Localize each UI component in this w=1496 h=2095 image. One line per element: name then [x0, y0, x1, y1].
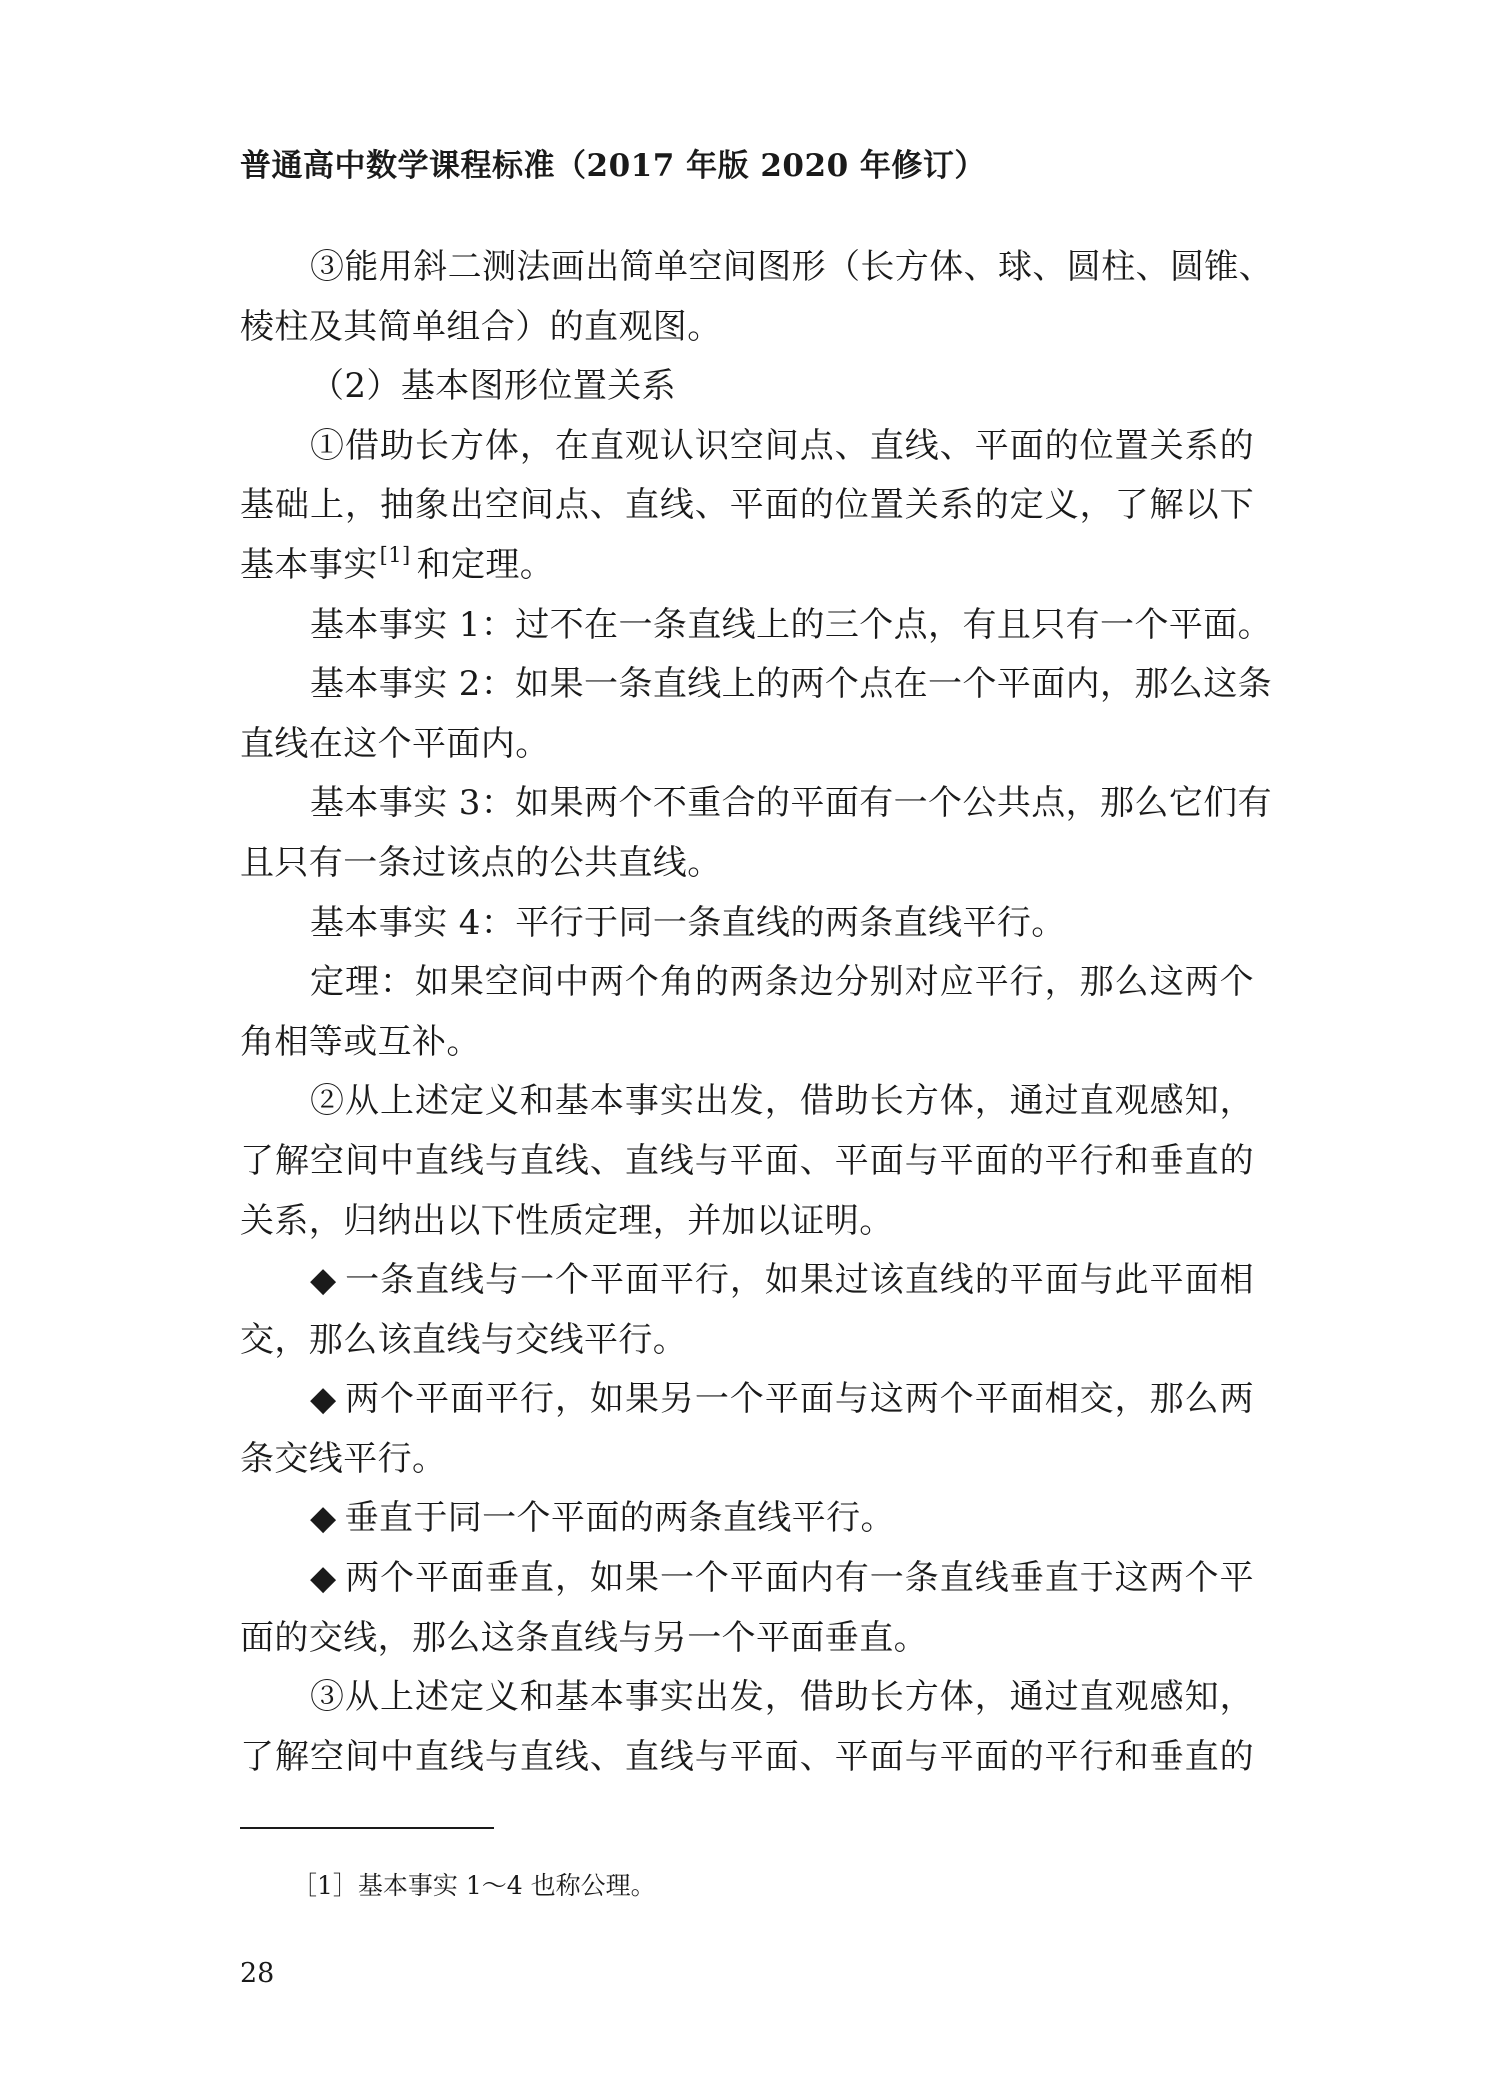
paragraph: [240, 953, 1254, 1072]
text-line: ③从上述定义和基本事实出发，借助长方体，通过直观感知，: [310, 1677, 1254, 1718]
text-line: 了解空间中直线与直线、直线与平面、平面与平面的平行和垂直的: [240, 1736, 1254, 1777]
footnote-divider: [240, 1827, 494, 1829]
text-line: 面的交线，那么这条直线与另一个平面垂直。: [240, 1617, 928, 1658]
text-fragment: 基本事实: [240, 544, 378, 585]
text-line: 基本事实 4：平行于同一条直线的两条直线平行。: [310, 902, 1066, 943]
paragraph: [240, 774, 1273, 893]
paragraph: [240, 655, 1273, 774]
paragraph: [240, 596, 1273, 656]
text-line: [240, 536, 1254, 596]
text-line: ②从上述定义和基本事实出发，借助长方体，通过直观感知，: [310, 1081, 1254, 1122]
diamond-bullet-icon: ◆: [310, 1260, 337, 1301]
text-line: 基础上，抽象出空间点、直线、平面的位置关系的定义，了解以下: [240, 485, 1254, 526]
text-line: [240, 1549, 1254, 1609]
text-line: 了解空间中直线与直线、直线与平面、平面与平面的平行和垂直的: [240, 1140, 1254, 1181]
diamond-bullet-icon: ◆: [310, 1498, 337, 1539]
text-line: ①借助长方体，在直观认识空间点、直线、平面的位置关系的: [310, 425, 1254, 466]
text-line: 条交线平行。: [240, 1438, 447, 1479]
text-line: 且只有一条过该点的公共直线。: [240, 842, 722, 883]
main-text: [240, 238, 1274, 1787]
text-line: 棱柱及其简单组合）的直观图。: [240, 306, 722, 347]
footnote-reference[interactable]: [1]: [379, 542, 411, 567]
text-line: 基本事实 2：如果一条直线上的两个点在一个平面内，那么这条: [310, 664, 1273, 705]
paragraph: [240, 238, 1274, 357]
text-fragment: 两个平面平行，如果另一个平面与这两个平面相交，那么两: [344, 1379, 1254, 1420]
text-fragment: 和定理。: [416, 544, 555, 585]
paragraph: [240, 417, 1254, 596]
section-heading: [240, 357, 1254, 417]
text-line: [240, 1370, 1254, 1430]
page-number: 28: [240, 1958, 275, 1989]
diamond-bullet-icon: ◆: [310, 1379, 337, 1420]
paragraph: [240, 1668, 1254, 1787]
text-line: 直线在这个平面内。: [240, 723, 550, 764]
text-line: [240, 1489, 1254, 1549]
bullet-item: [240, 1251, 1254, 1370]
text-line: 定理：如果空间中两个角的两条边分别对应平行，那么这两个: [310, 962, 1254, 1003]
diamond-bullet-icon: ◆: [310, 1558, 337, 1599]
running-header: 普通高中数学课程标准（2017 年版 2020 年修订）: [240, 148, 986, 184]
text-line: 交，那么该直线与交线平行。: [240, 1319, 688, 1360]
text-line: 基本事实 3：如果两个不重合的平面有一个公共点，那么它们有: [310, 783, 1273, 824]
paragraph: [240, 894, 1254, 954]
text-line: 关系，归纳出以下性质定理，并加以证明。: [240, 1200, 894, 1241]
text-line: 角相等或互补。: [240, 1021, 481, 1062]
text-fragment: 两个平面垂直，如果一个平面内有一条直线垂直于这两个平: [344, 1558, 1254, 1599]
footnote: ［1］基本事实 1～4 也称公理。: [292, 1871, 656, 1900]
bullet-item: [240, 1370, 1254, 1489]
paragraph: [240, 1072, 1254, 1251]
text-line: [240, 1251, 1254, 1311]
text-fragment: 一条直线与一个平面平行，如果过该直线的平面与此平面相: [344, 1260, 1254, 1301]
text-line: （2）基本图形位置关系: [310, 366, 677, 407]
text-line: 基本事实 1：过不在一条直线上的三个点，有且只有一个平面。: [310, 604, 1273, 645]
bullet-item: [240, 1489, 1254, 1549]
text-fragment: 垂直于同一个平面的两条直线平行。: [344, 1498, 895, 1539]
bullet-item: [240, 1549, 1254, 1668]
text-line: ③能用斜二测法画出简单空间图形（长方体、球、圆柱、圆锥、: [310, 247, 1274, 287]
